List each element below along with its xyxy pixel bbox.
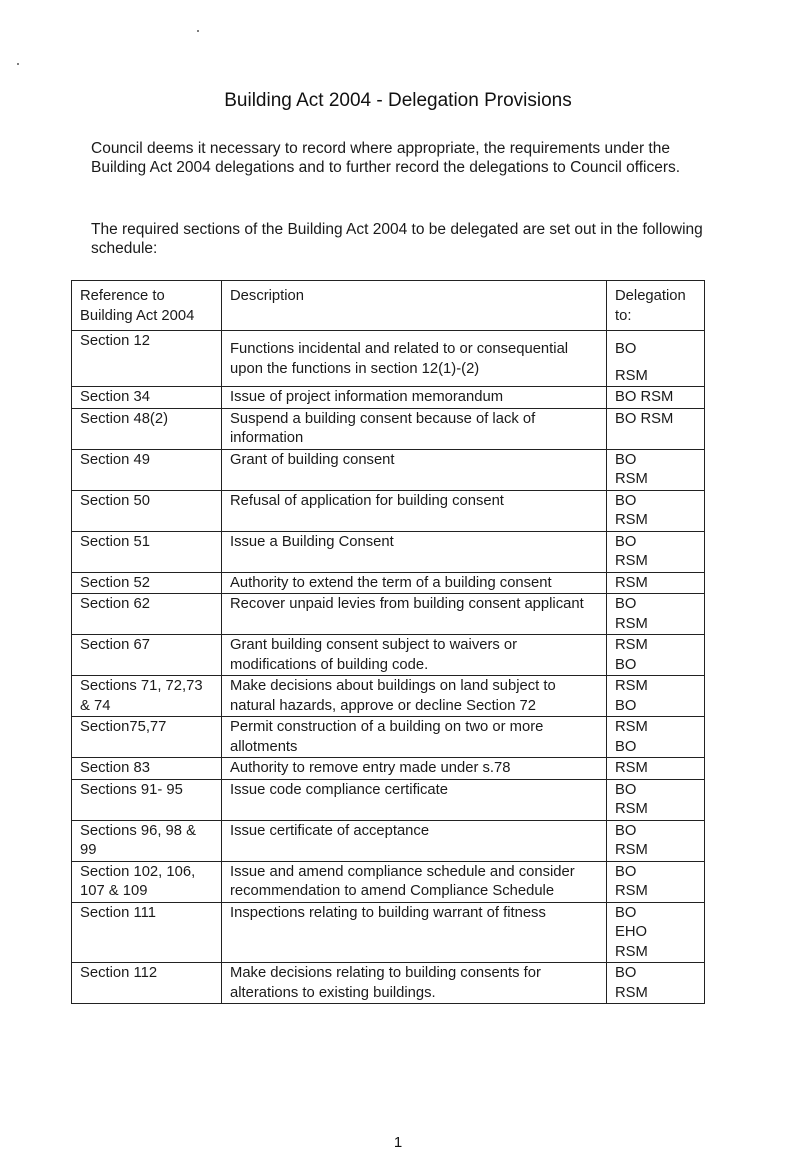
page-number: 1 bbox=[393, 1134, 403, 1151]
row-description: Permit construction of a building on two or more allotments bbox=[222, 717, 607, 758]
table-row bbox=[72, 449, 705, 490]
delegation-code: BO bbox=[615, 656, 637, 673]
delegation-code: RSM bbox=[615, 637, 648, 653]
table-row bbox=[72, 635, 705, 676]
delegation-code: BO bbox=[615, 781, 637, 798]
row-description: Inspections relating to building warrant of fitness bbox=[222, 902, 607, 963]
table-row bbox=[72, 779, 705, 820]
delegation-code: RSM bbox=[615, 512, 648, 528]
delegation-code: RSM bbox=[615, 367, 648, 384]
delegation-code: RSM bbox=[615, 471, 648, 487]
row-delegation bbox=[607, 408, 705, 449]
table-row bbox=[72, 531, 705, 572]
row-reference: Sections 91- 95 bbox=[72, 779, 222, 820]
row-description: Refusal of application for building consent bbox=[222, 490, 607, 531]
row-delegation bbox=[607, 861, 705, 902]
table-row bbox=[72, 490, 705, 531]
delegation-code: RSM bbox=[615, 883, 648, 899]
row-reference: Section 83 bbox=[72, 758, 222, 780]
row-reference: Section 111 bbox=[72, 902, 222, 963]
delegation-code: RSM bbox=[615, 574, 648, 591]
table-row bbox=[72, 717, 705, 758]
row-reference: Sections 96, 98 & 99 bbox=[72, 820, 222, 861]
row-delegation bbox=[607, 572, 705, 594]
delegation-code: BO bbox=[615, 596, 637, 612]
delegation-code: RSM bbox=[615, 842, 648, 858]
table-row bbox=[72, 594, 705, 635]
delegation-code: BO RSM bbox=[615, 410, 674, 427]
row-delegation bbox=[607, 820, 705, 861]
delegation-code: BO bbox=[615, 697, 637, 714]
delegation-code: RSM bbox=[615, 943, 648, 960]
table-row bbox=[72, 331, 705, 387]
table-row bbox=[72, 902, 705, 963]
row-reference: Section 51 bbox=[72, 531, 222, 572]
row-reference: Section 12 bbox=[72, 331, 222, 387]
delegation-code: EHO bbox=[615, 924, 648, 940]
header-description: Description bbox=[222, 281, 607, 331]
delegation-code: RSM bbox=[615, 553, 648, 569]
table-row bbox=[72, 387, 705, 409]
row-reference: Section 34 bbox=[72, 387, 222, 409]
row-reference: Section 102, 106, 107 & 109 bbox=[72, 861, 222, 902]
row-delegation bbox=[607, 387, 705, 409]
row-reference: Section 112 bbox=[72, 963, 222, 1004]
delegation-code: BO RSM bbox=[615, 389, 674, 405]
delegation-code: RSM bbox=[615, 615, 648, 632]
row-reference: Section 52 bbox=[72, 572, 222, 594]
row-reference: Sections 71, 72,73 & 74 bbox=[72, 676, 222, 717]
row-description: Issue a Building Consent bbox=[222, 531, 607, 572]
page-title: Building Act 2004 - Delegation Provisions bbox=[224, 90, 572, 111]
delegation-code: BO bbox=[615, 904, 637, 921]
delegation-code: RSM bbox=[615, 801, 648, 817]
schedule-intro-paragraph: The required sections of the Building Act 2004 to be delegated are set out in the following schedule: bbox=[91, 221, 703, 257]
row-description: Authority to remove entry made under s.78 bbox=[222, 758, 607, 780]
row-description: Make decisions relating to building consents for alterations to existing buildings. bbox=[222, 963, 607, 1004]
delegation-code: BO bbox=[615, 822, 637, 839]
table-row bbox=[72, 676, 705, 717]
scan-speck bbox=[17, 63, 19, 65]
delegation-code: RSM bbox=[615, 719, 648, 735]
row-delegation bbox=[607, 779, 705, 820]
row-description: Functions incidental and related to or consequential upon the functions in section 12(1)-(2) bbox=[222, 331, 607, 387]
table-row bbox=[72, 820, 705, 861]
row-delegation bbox=[607, 717, 705, 758]
row-reference: Section 49 bbox=[72, 449, 222, 490]
delegation-code: BO bbox=[615, 451, 637, 468]
row-delegation bbox=[607, 758, 705, 780]
delegation-code: BO bbox=[615, 533, 637, 550]
header-delegation: Delegation to: bbox=[607, 281, 705, 331]
delegation-schedule-table bbox=[71, 280, 705, 1004]
row-delegation bbox=[607, 902, 705, 963]
row-delegation bbox=[607, 449, 705, 490]
row-description: Grant of building consent bbox=[222, 449, 607, 490]
row-reference: Section75,77 bbox=[72, 717, 222, 758]
table-row bbox=[72, 861, 705, 902]
row-description: Issue of project information memorandum bbox=[222, 387, 607, 409]
scan-speck bbox=[197, 30, 199, 32]
row-reference: Section 62 bbox=[72, 594, 222, 635]
row-reference: Section 50 bbox=[72, 490, 222, 531]
header-reference: Reference to Building Act 2004 bbox=[72, 281, 222, 331]
delegation-code: RSM bbox=[615, 678, 648, 694]
table-header-row bbox=[72, 281, 705, 331]
row-delegation bbox=[607, 676, 705, 717]
row-reference: Section 48(2) bbox=[72, 408, 222, 449]
row-description: Grant building consent subject to waivers or modifications of building code. bbox=[222, 635, 607, 676]
table-row bbox=[72, 408, 705, 449]
delegation-code: RSM bbox=[615, 984, 648, 1001]
row-description: Recover unpaid levies from building consent applicant bbox=[222, 594, 607, 635]
row-description: Make decisions about buildings on land subject to natural hazards, approve or decline Section 72 bbox=[222, 676, 607, 717]
table-row bbox=[72, 758, 705, 780]
table-row bbox=[72, 572, 705, 594]
row-reference: Section 67 bbox=[72, 635, 222, 676]
table-row bbox=[72, 963, 705, 1004]
row-description: Issue certificate of acceptance bbox=[222, 820, 607, 861]
row-description: Authority to extend the term of a building consent bbox=[222, 572, 607, 594]
row-delegation bbox=[607, 490, 705, 531]
intro-paragraph: Council deems it necessary to record where appropriate, the requirements under the Building Act 2004 delegations and to further record the delegations to Council officers. bbox=[91, 140, 681, 176]
delegation-code: BO bbox=[615, 492, 637, 509]
row-delegation bbox=[607, 531, 705, 572]
row-delegation bbox=[607, 331, 705, 387]
row-description: Issue and amend compliance schedule and consider recommendation to amend Compliance Schedule bbox=[222, 861, 607, 902]
row-delegation bbox=[607, 963, 705, 1004]
row-delegation bbox=[607, 594, 705, 635]
row-description: Issue code compliance certificate bbox=[222, 779, 607, 820]
row-delegation bbox=[607, 635, 705, 676]
delegation-code: BO bbox=[615, 965, 637, 981]
delegation-code: BO bbox=[615, 738, 637, 755]
row-description: Suspend a building consent because of lack of information bbox=[222, 408, 607, 449]
delegation-code: BO bbox=[615, 341, 637, 357]
delegation-code: RSM bbox=[615, 760, 648, 776]
delegation-code: BO bbox=[615, 863, 637, 880]
